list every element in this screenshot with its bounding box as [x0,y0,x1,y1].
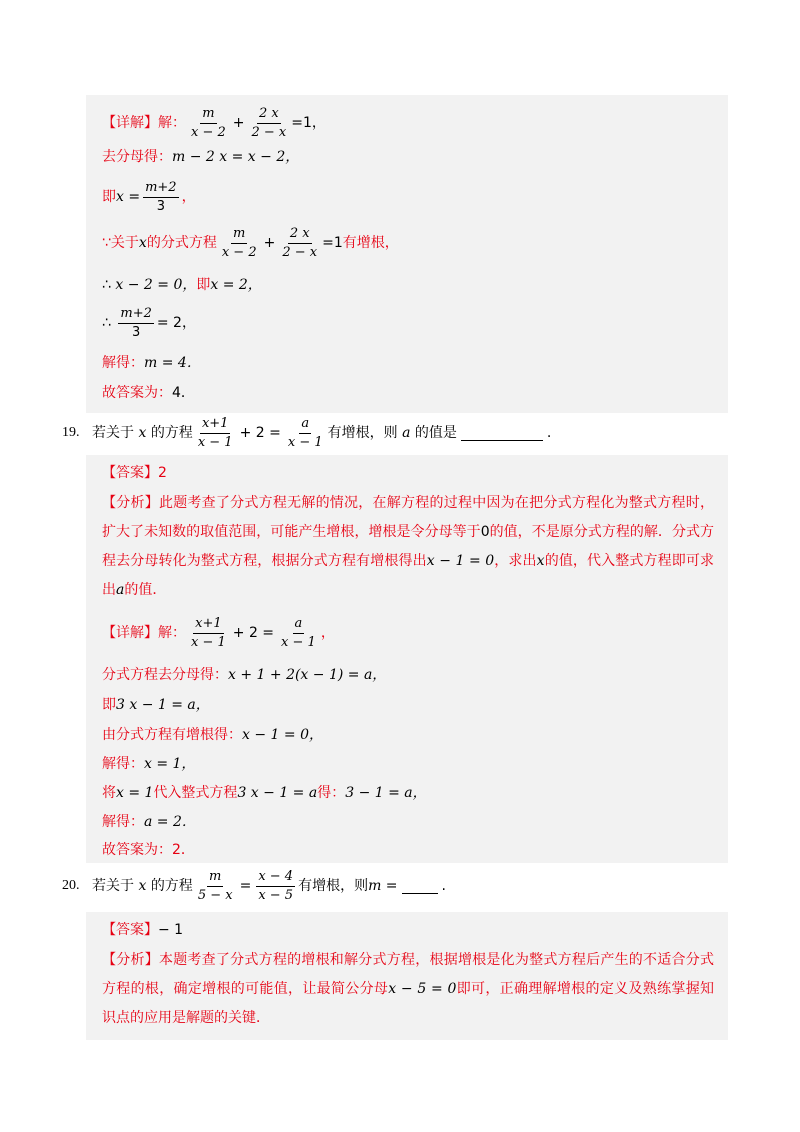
question-number: 20. [62,878,80,893]
q19-answer: 【答案】 2 [102,465,167,481]
q19-step-4: 由分式方程有增根得： x − 1 = 0， [102,727,323,743]
q19-step-2: 分式方程去分母得： x + 1 + 2(x − 1) = a， [102,667,387,683]
q20-solution-box [86,912,728,1040]
detail-tag: 【详解】 [102,115,158,131]
q18-step-3: 即 x = $\frac{m+2}{3}$ ， [102,179,196,214]
fraction: $\frac{2 x}{2 - x}$ [251,105,287,140]
q19-analysis: 【分析】此题考查了分式方程无解的情况，在解方程的过程中因为在把分式方程化为整式方程时，扩大了未知数的取值范围，可能产生增根，增根是令分母等于0的值，不是原分式方程的解．分式方程去分母转化为整式方程，根据分式方程有增根得出x − 1 = 0，求出x的值，代入整式方程即可求出a的值． [102,495,715,598]
q20-analysis: 【分析】本题考查了分式方程的增根和解分式方程，根据增根是化为整式方程后产生的不适合分式方程的根，确定增根的可能值，让最简公分母x − 5 = 0即可，正确理解增根的定义及熟练掌握知识点的应用是解题的关键． [102,952,714,1026]
q18-step-2: 去分母得： m − 2 x = x − 2， [102,149,300,165]
q19-step-6: 将 x = 1 代入整式方程 3 x − 1 = a 得： 3 − 1 = a， [102,785,427,801]
q18-step-8: 故答案为： 4． [102,385,195,401]
q19-step-7: 解得： a = 2． [102,814,196,830]
q18-solution-box [86,95,728,413]
q18-step-6: ∴ $\frac{m+2}{3}$ = 2， [102,305,196,340]
q19-step-5: 解得： x = 1， [102,756,196,772]
q19-solution-box [86,455,728,863]
fraction: $\frac{m}{x - 2}$ [191,105,226,140]
q18-detail-line: 【详解】 解： $\frac{m}{x - 2}$ + $\frac{2 x}{2 - x}$ =1， [102,105,326,140]
q19-step-3: 即 3 x − 1 = a， [102,697,210,713]
q20-answer: 【答案】 − 1 [102,922,184,938]
answer-blank [402,879,438,894]
question-number: 19. [62,425,80,440]
q19-detail-line: 【详解】 解： $\frac{x+1}{x - 1}$ + 2 = $\frac{a}{x - 1}$ ， [102,615,335,650]
answer-blank [461,426,543,441]
q18-step-7: 解得： m = 4． [102,355,201,371]
q18-step-4: ∵关于 x 的分式方程 $\frac{m}{x - 2}$ + $\frac{2 x}{2 - x}$ =1 有增根， [102,225,399,260]
q19-step-8: 故答案为： 2． [102,842,195,858]
question-20: 20. 若关于 x 的方程 $\frac{m}{5 - x}$ = $\frac{x - 4}{x - 5}$ 有增根，则 m = . [62,868,446,903]
q18-step-5: ∴ x − 2 = 0， 即 x = 2， [102,277,262,293]
question-19: 19. 若关于 x 的方程 $\frac{x+1}{x - 1}$ + 2 = $\frac{a}{x - 1}$ 有增根，则 a 的值是 . [62,415,552,450]
